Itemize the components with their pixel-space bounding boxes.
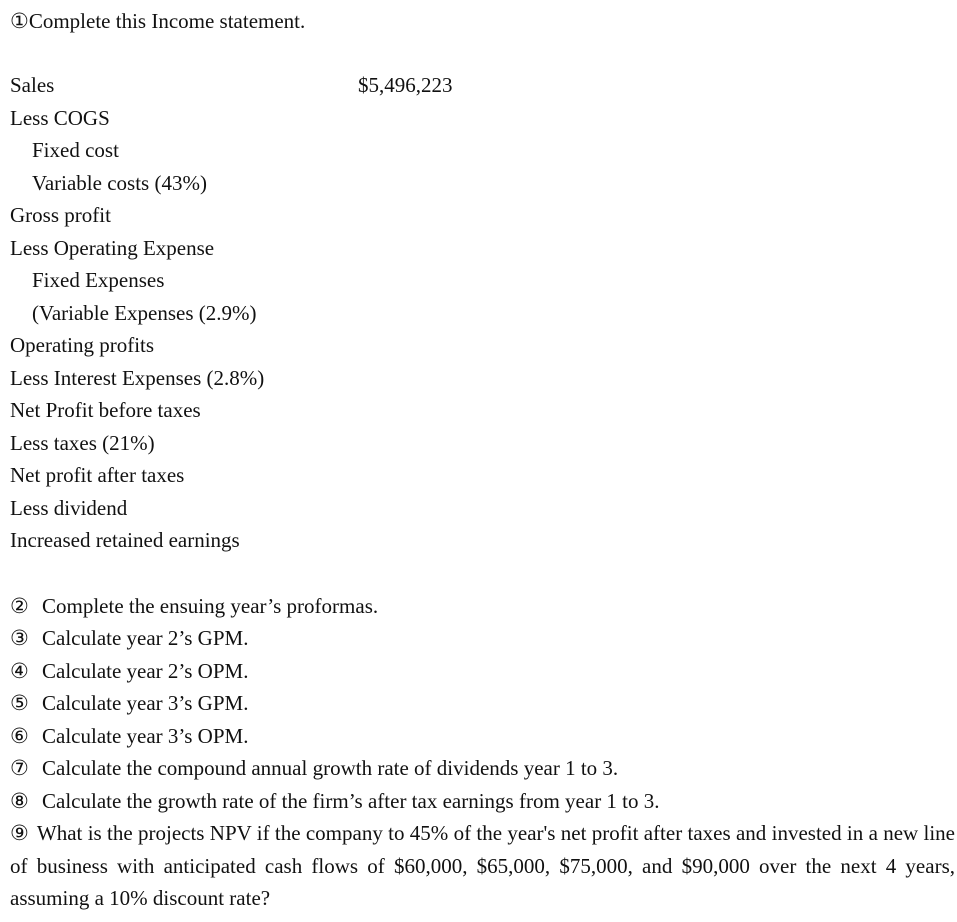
question-item xyxy=(10,658,248,684)
question-item xyxy=(10,817,955,915)
question-text: Calculate year 2’s OPM. xyxy=(42,659,249,683)
question-number: ⑦ xyxy=(10,756,29,780)
row-net-profit-before-taxes: Net Profit before taxes xyxy=(10,398,201,422)
row-sales-label: Sales xyxy=(10,73,55,97)
question-item xyxy=(10,625,248,651)
row-gross-profit: Gross profit xyxy=(10,203,111,227)
question-text: Calculate year 3’s GPM. xyxy=(42,691,249,715)
row-less-cogs: Less COGS xyxy=(10,106,110,130)
question-text: Calculate the growth rate of the firm’s after tax earnings from year 1 to 3. xyxy=(42,789,660,813)
page-title: ①Complete this Income statement. xyxy=(10,9,306,33)
row-less-taxes: Less taxes (21%) xyxy=(10,431,155,455)
question-number: ⑥ xyxy=(10,724,29,748)
question-text: Calculate year 2’s GPM. xyxy=(42,626,249,650)
row-fixed-expenses: Fixed Expenses xyxy=(32,268,165,292)
question-number: ⑧ xyxy=(10,789,29,813)
row-sales-value: $5,496,223 xyxy=(358,73,453,97)
row-net-profit-after-taxes: Net profit after taxes xyxy=(10,463,185,487)
question-item xyxy=(10,788,660,814)
question-text: Calculate year 3’s OPM. xyxy=(42,724,249,748)
row-variable-expenses: (Variable Expenses (2.9%) xyxy=(32,301,257,325)
question-item xyxy=(10,690,248,716)
question-number: ③ xyxy=(10,626,29,650)
row-operating-profits: Operating profits xyxy=(10,333,155,357)
question-item xyxy=(10,593,378,619)
row-less-operating-expense: Less Operating Expense xyxy=(10,236,215,260)
row-variable-costs: Variable costs (43%) xyxy=(32,171,207,195)
question-number: ⑤ xyxy=(10,691,29,715)
question-number: ⑨ xyxy=(10,821,29,845)
question-text: Calculate the compound annual growth rate of dividends year 1 to 3. xyxy=(42,756,619,780)
question-text: What is the projects NPV if the company to 45% of the year's net profit after taxes and invested in a new line of business with anticipated cash flows of $60,000, $65,000, $75,000, and $90,000 over the next 4 years, assuming a 10% discount rate? xyxy=(10,821,955,910)
row-increased-retained-earnings: Increased retained earnings xyxy=(10,528,240,552)
question-item xyxy=(10,723,248,749)
row-less-dividend: Less dividend xyxy=(10,496,128,520)
question-text: Complete the ensuing year’s proformas. xyxy=(42,594,379,618)
row-less-interest-expenses: Less Interest Expenses (2.8%) xyxy=(10,366,265,390)
question-item xyxy=(10,755,618,781)
question-number: ④ xyxy=(10,659,29,683)
question-number: ② xyxy=(10,594,29,618)
row-fixed-cost: Fixed cost xyxy=(32,138,119,162)
